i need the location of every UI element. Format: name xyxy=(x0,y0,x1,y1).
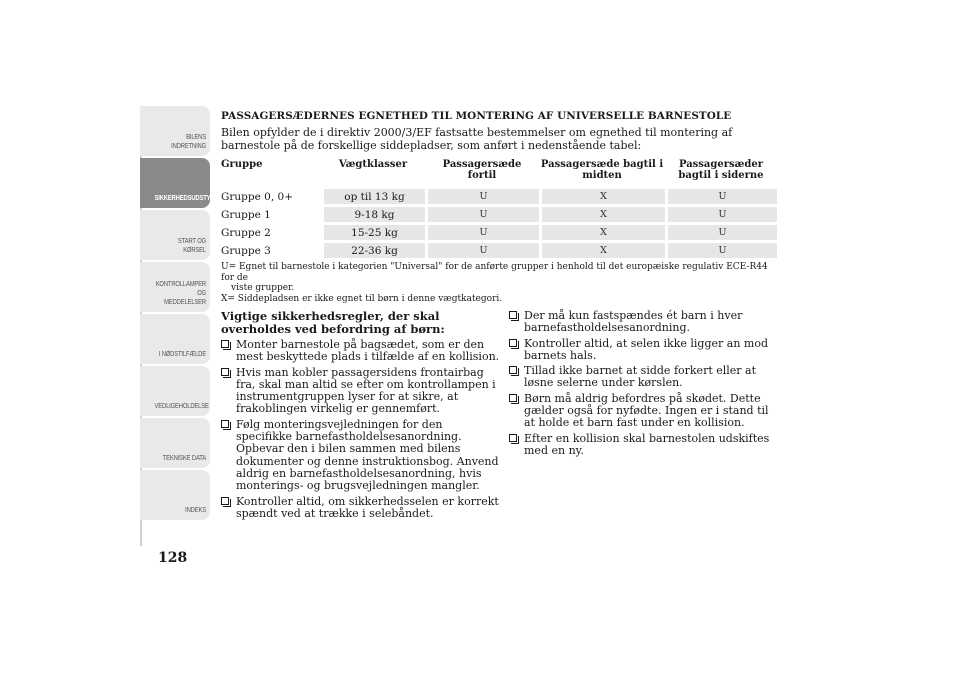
tab-start-og-korsel[interactable] xyxy=(140,210,210,260)
checkbox-bullet-icon xyxy=(221,497,229,505)
section-title: PASSAGERSÆDERNES EGNETHED TIL MONTERING AF UNIVERSELLE BARNESTOLE xyxy=(221,110,732,122)
note-u-line1: U= Egnet til barnestole i kategorien "Universal" for de anførte grupper i henhold til det europæiske regulativ ECE-R44 for de xyxy=(221,262,768,283)
header-rear-sides: Passagersæder bagtil i siderne xyxy=(678,159,764,181)
list-item xyxy=(221,367,501,416)
cell-rear-sides: U xyxy=(665,225,777,240)
chapter-tabs xyxy=(140,106,215,522)
cell-rear-middle: X xyxy=(539,207,665,222)
cell-group: Gruppe 3 xyxy=(221,243,321,258)
checkbox-bullet-icon xyxy=(509,339,517,347)
list-item xyxy=(221,339,501,364)
list-item xyxy=(221,419,501,493)
cell-rear-middle: X xyxy=(539,225,665,240)
cell-weight: op til 13 kg xyxy=(321,189,425,204)
tab-tekniske-data[interactable] xyxy=(140,418,210,468)
tab-indeks[interactable] xyxy=(140,470,210,520)
cell-front: U xyxy=(425,225,539,240)
tab-label: I NØDSTILFÆLDE xyxy=(158,349,206,358)
header-vaegtklasser: Vægtklasser xyxy=(338,159,408,170)
list-item-text: Børn må aldrig befordres på skødet. Dette gælder også for nyfødte. Ingen er i stand til at holde et barn fast under en kollision. xyxy=(524,391,769,430)
list-item-text: Der må kun fastspændes ét barn i hver barnefastholdelsesanordning. xyxy=(524,309,743,335)
rules-column-left xyxy=(221,310,501,523)
list-item-text: Hvis man kobler passagersidens frontairbag fra, skal man altid se efter om kontrollampen i instrumentgruppen lyser for at sikre, at frakoblingen virkelig er gennemført. xyxy=(236,365,496,416)
tab-label: START OG KØRSEL xyxy=(177,236,206,254)
page-content xyxy=(221,110,781,523)
table-row xyxy=(221,243,777,258)
tab-kontrollamper[interactable] xyxy=(140,262,210,312)
tab-vedligeholdelse[interactable] xyxy=(140,366,210,416)
note-x: X= Siddepladsen er ikke egnet til børn i denne vægtkategori. xyxy=(221,293,503,304)
page-number: 128 xyxy=(158,550,188,566)
tab-sikkerhedsudstyr[interactable] xyxy=(140,158,215,208)
tab-label: SIKKERHEDSUDSTYR xyxy=(154,193,215,202)
checkbox-bullet-icon xyxy=(509,434,517,442)
table-header-row xyxy=(221,159,777,186)
cell-group: Gruppe 2 xyxy=(221,225,321,240)
header-gruppe: Gruppe xyxy=(221,159,263,170)
tab-i-nodstilfaelde[interactable] xyxy=(140,314,210,364)
seat-suitability-table xyxy=(221,156,777,261)
note-u-line2: viste grupper. xyxy=(231,283,295,293)
list-item-text: Monter barnestole på bagsædet, som er den mest beskyttede plads i tilfælde af en kollision. xyxy=(236,338,500,364)
cell-group: Gruppe 0, 0+ xyxy=(221,189,321,204)
cell-rear-middle: X xyxy=(539,189,665,204)
header-front-seat: Passagersæde fortil xyxy=(442,159,522,181)
table-row xyxy=(221,189,777,204)
list-item-text: Kontroller altid, om sikkerhedsselen er korrekt spændt ved at trække i selebåndet. xyxy=(236,494,499,520)
cell-rear-sides: U xyxy=(665,243,777,258)
list-item-text: Kontroller altid, at selen ikke ligger an mod barnets hals. xyxy=(524,336,768,362)
cell-front: U xyxy=(425,243,539,258)
cell-rear-middle: X xyxy=(539,243,665,258)
cell-front: U xyxy=(425,189,539,204)
rules-heading: Vigtige sikkerhedsregler, der skal overholdes ved befordring af børn: xyxy=(221,309,445,336)
checkbox-bullet-icon xyxy=(509,394,517,402)
table-row xyxy=(221,225,777,240)
list-item-text: Følg monteringsvejledningen for den specifikke barnefastholdelsesanordning. Opbevar den i bilen sammen med bilens dokumenter og denne instruktionsbog. Anvend aldrig en barnefastholdelsesanordning, hvis monterings- og brugsvejledningen mangler. xyxy=(236,417,499,493)
cell-weight: 9-18 kg xyxy=(321,207,425,222)
list-item xyxy=(509,365,779,390)
tab-label: TEKNISKE DATA xyxy=(162,453,206,462)
list-item xyxy=(509,310,779,335)
tab-label: VEDLIGEHOLDELSE xyxy=(154,401,209,410)
cell-rear-sides: U xyxy=(665,189,777,204)
cell-weight: 15-25 kg xyxy=(321,225,425,240)
intro-paragraph: Bilen opfylder de i direktiv 2000/3/EF fastsatte bestemmelser om egnethed til montering af barnestole på de forskellige siddepladser, som anført i nedenstående tabel: xyxy=(221,126,733,152)
cell-rear-sides: U xyxy=(665,207,777,222)
cell-weight: 22-36 kg xyxy=(321,243,425,258)
list-item-text: Tillad ikke barnet at sidde forkert eller at løsne selerne under kørslen. xyxy=(524,364,757,390)
checkbox-bullet-icon xyxy=(221,340,229,348)
checkbox-bullet-icon xyxy=(221,420,229,428)
list-item xyxy=(221,496,501,521)
tab-bilens-indretning[interactable] xyxy=(140,106,210,156)
list-item-text: Efter en kollision skal barnestolen udskiftes med en ny. xyxy=(524,431,770,457)
checkbox-bullet-icon xyxy=(221,368,229,376)
checkbox-bullet-icon xyxy=(509,366,517,374)
list-item xyxy=(509,393,779,430)
list-item xyxy=(509,338,779,363)
checkbox-bullet-icon xyxy=(509,311,517,319)
table-row xyxy=(221,207,777,222)
tab-label: BILENS INDRETNING xyxy=(171,132,206,150)
list-item xyxy=(509,433,779,458)
cell-front: U xyxy=(425,207,539,222)
header-rear-middle: Passagersæde bagtil i midten xyxy=(540,159,664,181)
safety-rules xyxy=(221,310,781,523)
table-notes xyxy=(221,262,781,304)
cell-group: Gruppe 1 xyxy=(221,207,321,222)
tab-label: INDEKS xyxy=(185,505,206,514)
rules-column-right xyxy=(509,310,779,523)
tab-label: KONTROLLAMPER OG MEDDELELSER xyxy=(155,279,206,306)
